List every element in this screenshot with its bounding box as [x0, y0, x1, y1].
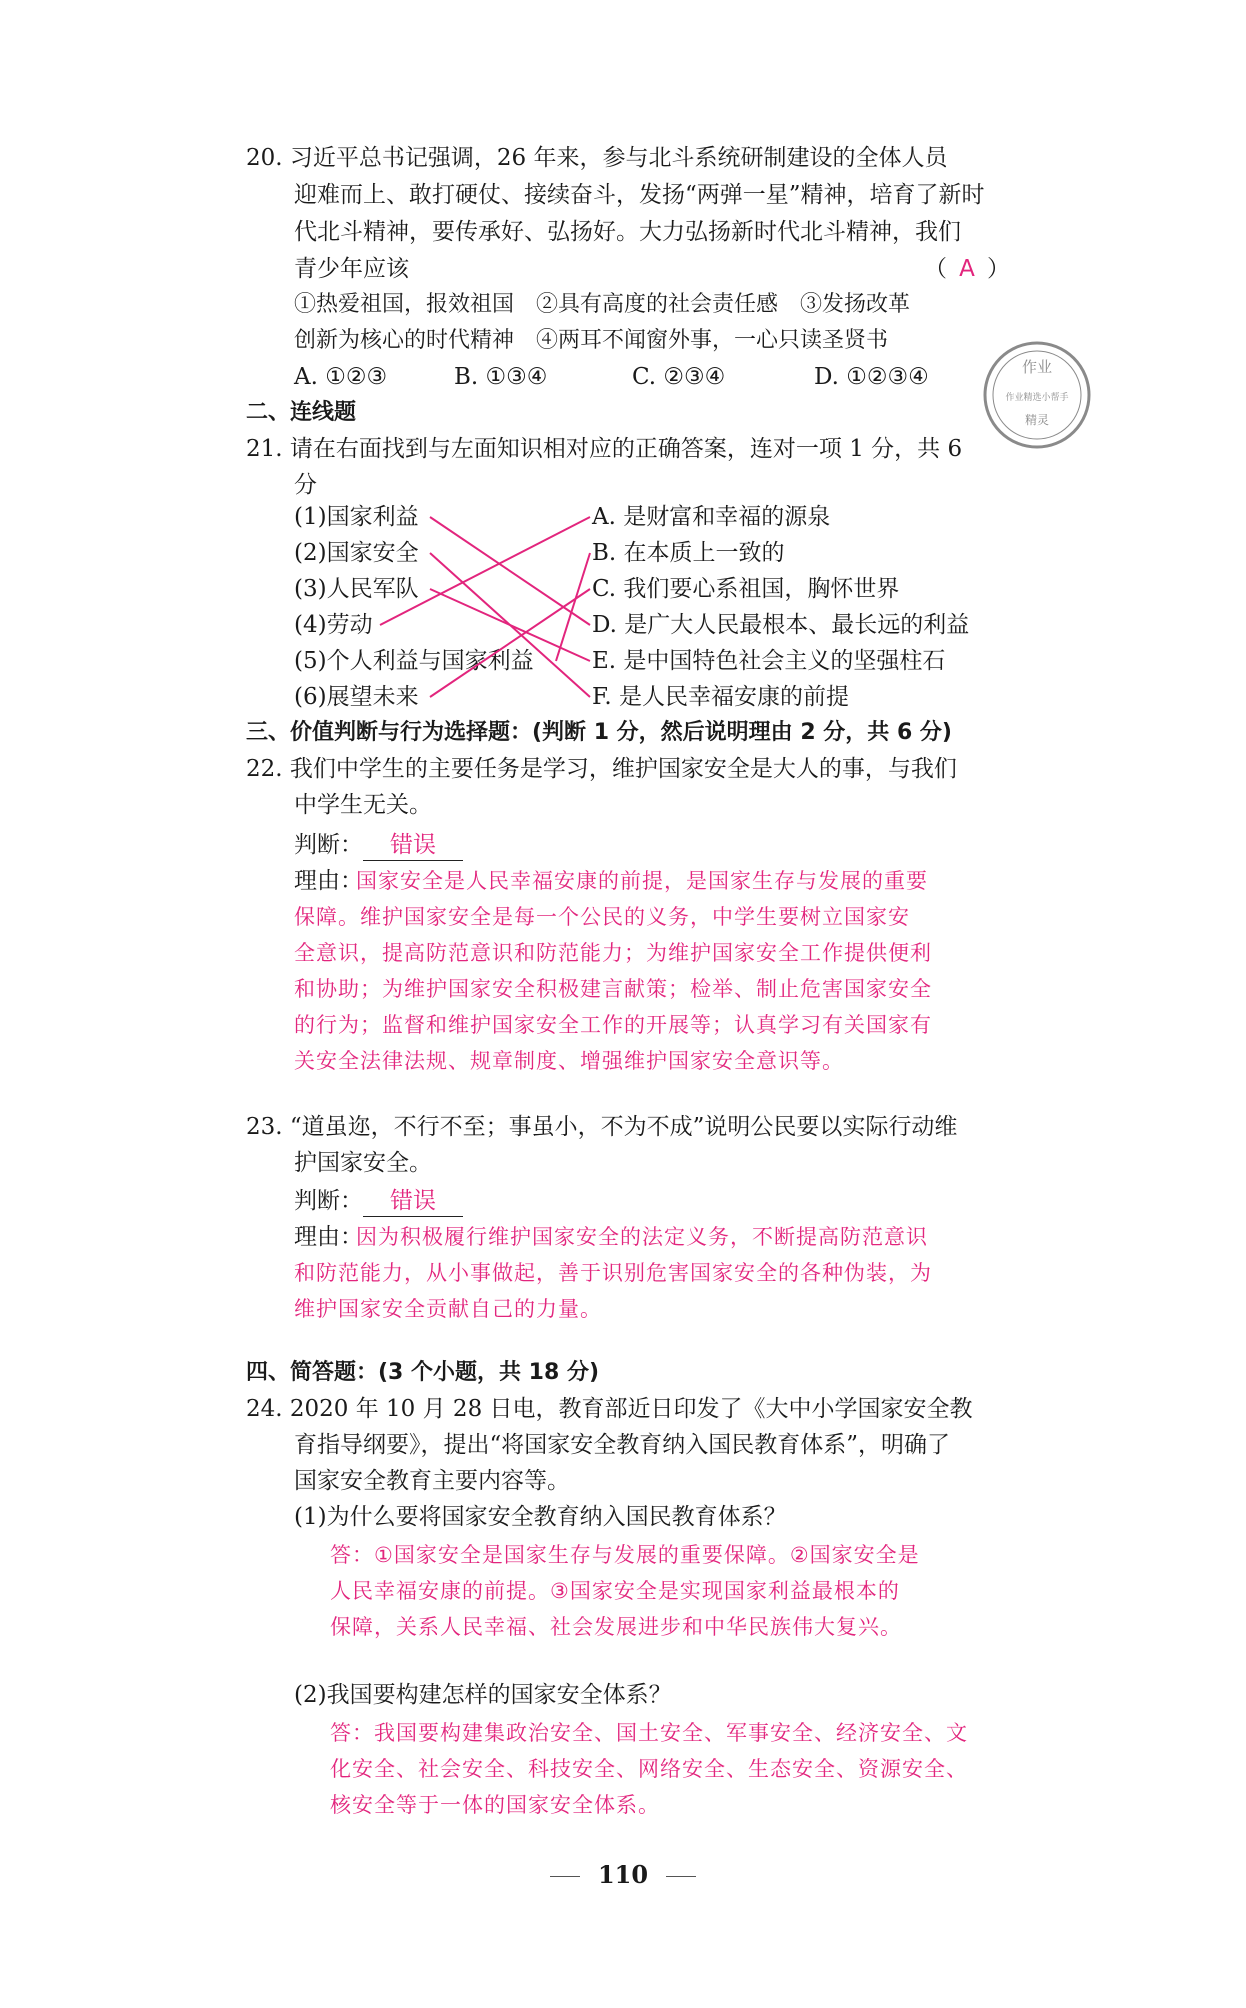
match-left-3: (3)人民军队: [294, 576, 419, 602]
q22-judge: [294, 830, 463, 861]
q23-reason-2: 和防范能力，从小事做起，善于识别危害国家安全的各种伪装，为: [294, 1261, 932, 1285]
q22-reason-6: 关安全法律法规、规章制度、增强维护国家安全意识等。: [294, 1049, 844, 1073]
q22-reason-5: 的行为；监督和维护国家安全工作的开展等；认真学习有关国家有: [294, 1013, 932, 1037]
match-left-6: (6)展望未来: [294, 684, 419, 710]
match-left-5: (5)个人利益与国家利益: [294, 648, 534, 674]
q20-line-3: 代北斗精神，要传承好、弘扬好。大力弘扬新时代北斗精神，我们: [294, 219, 961, 245]
q24-sub-2: (2)我国要构建怎样的国家安全体系？: [294, 1682, 672, 1708]
q23-judge-answer: 错误: [363, 1186, 463, 1217]
q22-reason-1: 国家安全是人民幸福安康的前提，是国家生存与发展的重要: [356, 869, 928, 893]
q24-ans2-2: 化安全、社会安全、科技安全、网络安全、生态安全、资源安全、: [330, 1757, 968, 1781]
page-number-text: 110: [597, 1860, 649, 1889]
stamp-bottom-text: 精灵: [1024, 413, 1050, 427]
match-right-c: C. 我们要心系祖国，胸怀世界: [592, 576, 900, 602]
page-number-dash-right: [666, 1876, 696, 1877]
match-left-4: (4)劳动: [294, 612, 373, 638]
bracket-open: （: [924, 256, 947, 282]
q20-line-4: 青少年应该: [294, 256, 409, 282]
q24-ans1-1: 答：①国家安全是国家生存与发展的重要保障。②国家安全是: [330, 1543, 920, 1567]
section3-title: 三、价值判断与行为选择题：(判断 1 分，然后说明理由 2 分，共 6 分): [246, 720, 952, 745]
match-line-6-c: [430, 589, 590, 697]
judge-label: 判断：: [294, 832, 363, 858]
q22-reason-2: 保障。维护国家安全是每一个公民的义务，中学生要树立国家安: [294, 905, 910, 929]
section2-title: 二、连线题: [246, 400, 357, 425]
q22-reason-label: 理由：: [294, 868, 363, 894]
judge-label: 判断：: [294, 1188, 363, 1214]
q20-line-1: 20. 习近平总书记强调，26 年来，参与北斗系统研制建设的全体人员: [246, 145, 948, 171]
q21-line-2: 分: [294, 472, 317, 498]
q22-reason-3: 全意识，提高防范意识和防范能力；为维护国家安全工作提供便利: [294, 941, 932, 965]
match-line-5-b: [556, 553, 590, 661]
matching-lines: [0, 0, 1246, 760]
match-right-e: E. 是中国特色社会主义的坚强柱石: [592, 648, 946, 674]
match-line-3-e: [430, 589, 590, 661]
q24-line-2: 育指导纲要》，提出“将国家安全教育纳入国民教育体系”，明确了: [294, 1432, 951, 1458]
q23-line-1: 23. “道虽迩，不行不至；事虽小，不为不成”说明公民要以实际行动维: [246, 1114, 958, 1140]
q24-ans2-1: 答：我国要构建集政治安全、国土安全、军事安全、经济安全、文: [330, 1721, 968, 1745]
q20-option-d: D. ①②③④: [814, 364, 929, 390]
match-right-a: A. 是财富和幸福的源泉: [592, 504, 831, 530]
q23-reason-3: 维护国家安全贡献自己的力量。: [294, 1297, 602, 1321]
match-right-f: F. 是人民幸福安康的前提: [592, 684, 849, 710]
q20-answer: A: [959, 256, 975, 282]
q20-statements-2: 创新为核心的时代精神 ④两耳不闻窗外事，一心只读圣贤书: [294, 328, 889, 353]
q21-line-1: 21. 请在右面找到与左面知识相对应的正确答案，连对一项 1 分，共 6: [246, 436, 963, 462]
stamp-top-text: 作业: [1021, 358, 1053, 376]
q24-line-3: 国家安全教育主要内容等。: [294, 1468, 570, 1494]
q22-line-1: 22. 我们中学生的主要任务是学习，维护国家安全是大人的事，与我们: [246, 756, 957, 782]
match-left-1: (1)国家利益: [294, 504, 419, 530]
q24-ans1-2: 人民幸福安康的前提。③国家安全是实现国家利益最根本的: [330, 1579, 900, 1603]
q22-judge-answer: 错误: [363, 830, 463, 861]
q24-line-1: 24. 2020 年 10 月 28 日电，教育部近日印发了《大中小学国家安全教: [246, 1396, 973, 1422]
q22-reason-4: 和协助；为维护国家安全积极建言献策；检举、制止危害国家安全: [294, 977, 932, 1001]
q24-ans2-3: 核安全等于一体的国家安全体系。: [330, 1793, 660, 1817]
match-right-b: B. 在本质上一致的: [592, 540, 785, 566]
bracket-close: ）: [987, 256, 1010, 282]
q24-ans1-3: 保障，关系人民幸福、社会发展进步和中华民族伟大复兴。: [330, 1615, 902, 1639]
page-number: [0, 1860, 1246, 1889]
section4-title: 四、简答题：(3 个小题，共 18 分): [246, 1360, 600, 1385]
q23-reason-label: 理由：: [294, 1224, 363, 1250]
q20-option-b: B. ①③④: [454, 364, 548, 390]
q23-line-2: 护国家安全。: [294, 1150, 432, 1176]
match-line-1-d: [430, 517, 590, 625]
stamp-middle-text: 作业精选小帮手: [1005, 393, 1069, 403]
q22-line-2: 中学生无关。: [294, 792, 432, 818]
q20-statements-1: ①热爱祖国，报效祖国 ②具有高度的社会责任感 ③发扬改革: [294, 292, 911, 317]
page-number-dash-left: [550, 1876, 580, 1877]
q24-sub-1: (1)为什么要将国家安全教育纳入国民教育体系？: [294, 1504, 787, 1530]
q20-option-c: C. ②③④: [632, 364, 726, 390]
match-left-2: (2)国家安全: [294, 540, 419, 566]
q20-line-2: 迎难而上、敢打硬仗、接续奋斗，发扬“两弹一星”精神，培育了新时: [294, 182, 985, 208]
q23-judge: [294, 1186, 463, 1217]
match-line-4-a: [380, 517, 590, 625]
q23-reason-1: 因为积极履行维护国家安全的法定义务，不断提高防范意识: [356, 1225, 928, 1249]
q20-option-a: A. ①②③: [294, 364, 388, 390]
match-right-d: D. 是广大人民最根本、最长远的利益: [592, 612, 970, 638]
